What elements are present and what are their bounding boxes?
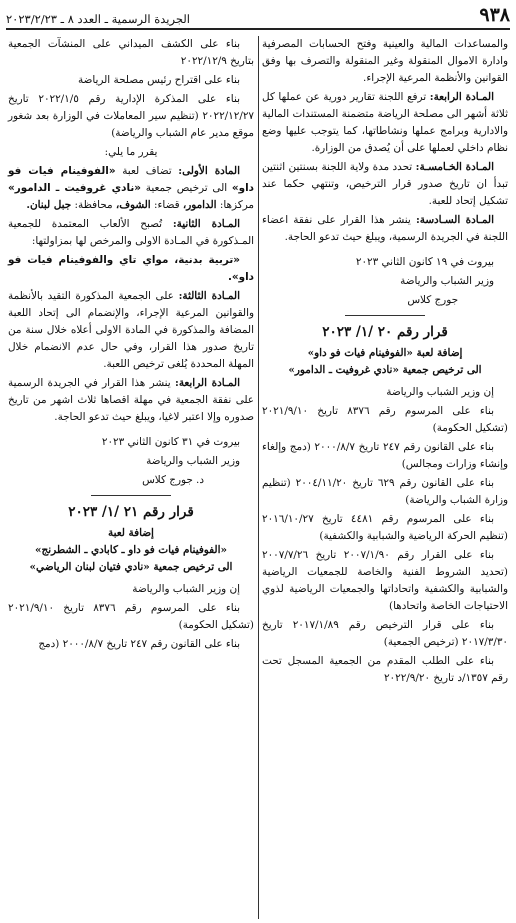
article-6: المـادة السـادسة: ينشر هذا القرار على نفقة اعضاء اللجنة في الجريدة الرسمية، ويبلغ حيث تدعو الحاجة. — [262, 214, 508, 243]
basis-clause: بناء على الطلب المقدم من الجمعية المسجل تحت رقم ١٣٥٧/د تاريخ ٢٠٢٢/٩/٢٠ — [262, 655, 508, 684]
article-1: المادة الأولى: تضاف لعبة «الفوفينام فيات فو داو» الى ترخيص جمعية «نادي غروفيت ـ الدامور» مركزها: الدامور، قضاء: الشوف، محافظة: جبل لبنان. — [8, 165, 254, 211]
signature-name: د. جورج كلاس — [142, 474, 204, 486]
separator — [91, 495, 171, 496]
page-header — [6, 4, 510, 30]
basis-clause: بناء على المرسوم رقم ٤٤٨١ تاريخ ٢٠١٦/١٠/٢٧ (تنظيم الحركة الرياضية والشبابية والكشفية) — [262, 513, 508, 542]
signature-date: بيروت في ١٩ كانون الثاني ٢٠٢٣ — [355, 256, 494, 268]
signature-name: جورج كلاس — [407, 294, 458, 306]
signature-title: وزير الشباب والرياضة — [400, 275, 494, 287]
basis-clause: بناء على قرار الترخيص رقم ٢٠١٧/١/٨٩ تاريخ ٢٠١٧/٣/٣٠ (ترخيص الجمعية) — [262, 619, 508, 648]
minister-intro: إن وزير الشباب والرياضة — [386, 386, 494, 398]
separator — [345, 315, 425, 316]
decision-21-subtitle: إضافة لعبة — [108, 527, 154, 539]
basis-clause: بناء على الكشف الميداني على المنشآت الجمعية بتاريخ ٢٠٢٢/١٢/٩ — [8, 38, 254, 67]
basis-clause: بناء على القانون رقم ٢٤٧ تاريخ ٢٠٠٠/٨/٧ (دمج — [38, 638, 240, 650]
article-5: المـادة الخـامسـة: تحدد مدة ولاية اللجنة بسنتين اثنتين تبدأ ان تاريخ صدور قرار الترخيص، وتنتهي حكما عند تشكيل إتحاد للعبة. — [262, 161, 508, 207]
basis-clause: بناء على القانون رقم ٢٤٧ تاريخ ٢٠٠٠/٨/٧ (دمج وإلغاء وإنشاء وزارات ومجالس) — [262, 441, 508, 470]
minister-intro: إن وزير الشباب والرياضة — [132, 583, 240, 595]
basis-clause: بناء على القرار رقم ٢٠٠٧/١/٩٠ تاريخ ٢٠٠٧/٧/٢٦ (تحديد الشروط الفنية والخاصة للجمعيات الرياضية والشبابية والكشفية واتحاداتها والجمعيات الرياضية لذوي الاحتياجات الخاصة واتحادها) — [262, 549, 508, 612]
signature-date: بيروت في ٣١ كانون الثاني ٢٠٢٣ — [101, 436, 240, 448]
decision-20-subtitle-2: الى ترخيص جمعية «نادي غروفيت ـ الدامور» — [288, 364, 482, 376]
decision-20-subtitle: إضافة لعبة «الفوفينام فيات فو داو» — [307, 347, 463, 359]
gazette-title: الجريدة الرسمية ـ العدد ٨ ـ ٢٠٢٣/٢/٢٣ — [6, 12, 190, 26]
article-4: المـادة الرابعة: ترفع اللجنة تقارير دورية عن عملها كل ثلاثة أشهر الى مصلحة الرياضة متضمنة المستندات المالية والادارية وبرامج عملها ونشاطاتها، كما يتوجب عليها وضع نظام داخلي لعملها على أن يُصدق من الوزارة. — [262, 91, 508, 154]
signature-title: وزير الشباب والرياضة — [146, 455, 240, 467]
page-number: ٩٣٨ — [479, 4, 510, 26]
left-column — [8, 36, 254, 655]
article-2: المـادة الثانية: تُصبح الألعاب المعتمدة للجمعية المـذكورة في المـادة الاولى والمرخص لها بمزاولتها: — [8, 218, 254, 247]
right-column — [262, 36, 508, 689]
basis-clause: بناء على المرسوم رقم ٨٣٧٦ تاريخ ٢٠٢١/٩/١٠ (تشكيل الحكومة) — [8, 602, 254, 631]
basis-clause: بناء على القانون رقم ٦٢٩ تاريخ ٢٠٠٤/١١/٢٠ (تنظيم وزارة الشباب والرياضة) — [262, 477, 508, 506]
paragraph: والمساعدات المالية والعينية وفتح الحسابات المصرفية وادارة الاموال المنقولة وغير المنقولة والتصرف بها وفق القوانين والأنظمة المرعية الإجراء. — [262, 38, 508, 84]
basis-clause: بناء على اقتراح رئيس مصلحة الرياضة — [77, 74, 240, 86]
decision-21-subtitle-3: الى ترخيص جمعية «نادي فتيان لبنان الرياضي» — [29, 561, 233, 573]
decision-21-subtitle-2: «الفوفينام فيات فو داو ـ كابادي ـ الشطرنج» — [35, 544, 227, 556]
column-divider — [258, 36, 259, 919]
decides-heading: يقرر ما يلي: — [104, 146, 158, 158]
basis-clause: بناء على المرسوم رقم ٨٣٧٦ تاريخ ٢٠٢١/٩/١٠ (تشكيل الحكومة) — [262, 405, 508, 434]
approved-games: «تربية بدنية، مواي تاي والفوفينام فيات فو داو». — [8, 254, 254, 283]
article-4: المـادة الرابعة: ينشر هذا القرار في الجريدة الرسمية على نفقة الجمعية في مهلة اقصاها ثلاث اشهر من تاريخ صدوره وإلا اعتبر لاغيا، ويبلغ حيث تدعو الحاجة. — [8, 377, 254, 423]
decision-20-title: قرار رقم ٢٠ /١/ ٢٠٢٣ — [322, 324, 448, 340]
decision-21-title: قرار رقم ٢١ /١/ ٢٠٢٣ — [68, 504, 194, 520]
article-3: المـادة الثالثة: على الجمعية المذكورة التقيد بالأنظمة والقوانين المرعية الإجراء، والإنضمام الى إتحاد اللعبة المضافة والمذكورة في المادة الاولى أعلاه خلال سنة من تاريخ صدور هذا القرار، وفي حال عدم الانضمام خلال المهلة المحددة يُلغى ترخيص اللعبة. — [8, 290, 254, 370]
basis-clause: بناء على المذكرة الإدارية رقم ٢٠٢٢/١/٥ تاريخ ٢٠٢٢/١٢/٢٧ (تنظيم سير المعاملات في الوزارة بعد شغور موقع مدير عام الشباب والرياضة) — [8, 93, 254, 139]
